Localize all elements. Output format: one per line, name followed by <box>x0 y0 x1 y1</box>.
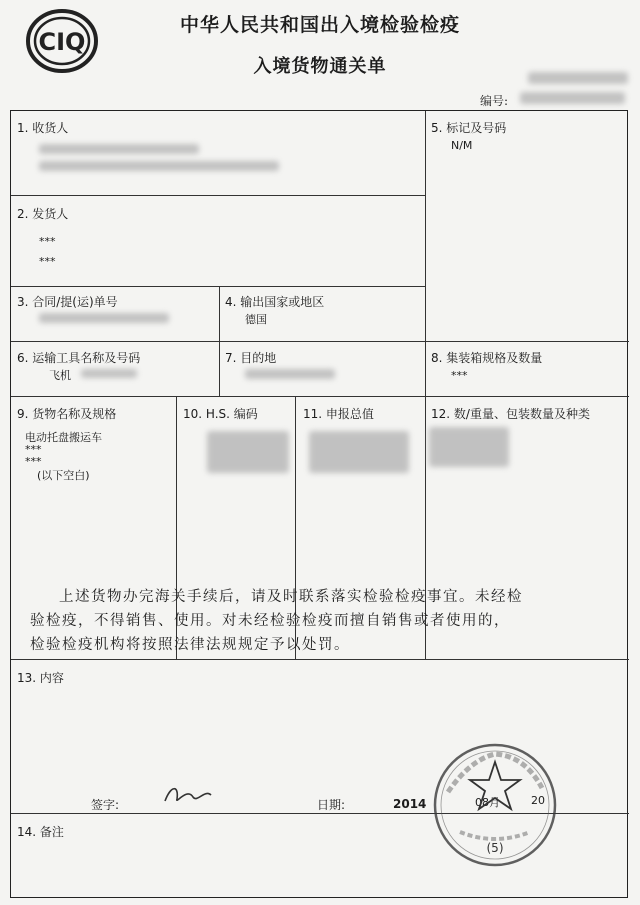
consignor-line: *** <box>39 235 56 248</box>
contract-label: 3. 合同/提(运)单号 <box>17 295 118 309</box>
serial-label: 编号: <box>480 94 509 108</box>
destination-label: 7. 目的地 <box>225 351 277 365</box>
goods-line: 电动托盘搬运车 <box>25 431 102 444</box>
redacted-consignee-address <box>39 161 279 171</box>
consignor-label: 2. 发货人 <box>17 207 69 221</box>
redacted-hs-code <box>207 431 289 473</box>
container-label: 8. 集装箱规格及数量 <box>431 351 543 365</box>
content-label: 13. 内容 <box>17 671 64 685</box>
redacted-quantity <box>429 427 509 467</box>
transport-value: 飞机 <box>49 369 71 382</box>
ciq-logo <box>25 8 99 74</box>
marks-value: N/M <box>451 139 473 152</box>
redacted-contract-number <box>39 313 169 323</box>
document-subtitle: 入境货物通关单 <box>253 56 387 77</box>
goods-line: *** <box>25 443 42 456</box>
transport-label: 6. 运输工具名称及号码 <box>17 351 141 365</box>
sign-label: 签字: <box>91 798 120 812</box>
date-day: 20 <box>531 794 545 807</box>
date-year: 2014 <box>393 797 427 811</box>
marks-label: 5. 标记及号码 <box>431 121 507 135</box>
content-line: 上述货物办完海关手续后，请及时联系落实检验检疫事宜。未经检 <box>59 589 523 605</box>
date-label: 日期: <box>317 798 346 812</box>
redacted-serial-number <box>520 92 625 104</box>
svg-text:CIQ: CIQ <box>38 28 86 56</box>
quantity-label: 12. 数/重量、包装数量及种类 <box>431 407 590 421</box>
declared-value-label: 11. 申报总值 <box>303 407 374 421</box>
content-line: 检验检疫机构将按照法律法规规定予以处罚。 <box>30 637 350 653</box>
redacted-consignee <box>39 144 199 154</box>
origin-value: 德国 <box>245 313 267 326</box>
remarks-label: 14. 备注 <box>17 825 64 839</box>
date-month: 08月 <box>475 796 500 809</box>
content-text <box>30 585 590 657</box>
redacted-top-serial <box>528 72 628 84</box>
svg-text:(5): (5) <box>486 841 504 855</box>
signature <box>161 779 231 809</box>
container-value: *** <box>451 369 468 382</box>
consignor-line: *** <box>39 255 56 268</box>
document-title: 中华人民共和国出入境检验检疫 <box>179 14 460 36</box>
goods-line: (以下空白) <box>37 469 90 482</box>
redacted-transport-number <box>81 369 137 378</box>
redacted-destination <box>245 369 335 379</box>
content-line: 验检疫，不得销售、使用。对未经检验检疫而擅自销售或者使用的， <box>30 613 510 629</box>
goods-label: 9. 货物名称及规格 <box>17 407 117 421</box>
consignee-label: 1. 收货人 <box>17 121 69 135</box>
origin-label: 4. 输出国家或地区 <box>225 295 325 309</box>
redacted-declared-value <box>309 431 409 473</box>
official-seal-stamp <box>430 740 560 870</box>
goods-line: *** <box>25 455 42 468</box>
hs-code-label: 10. H.S. 编码 <box>183 407 258 421</box>
